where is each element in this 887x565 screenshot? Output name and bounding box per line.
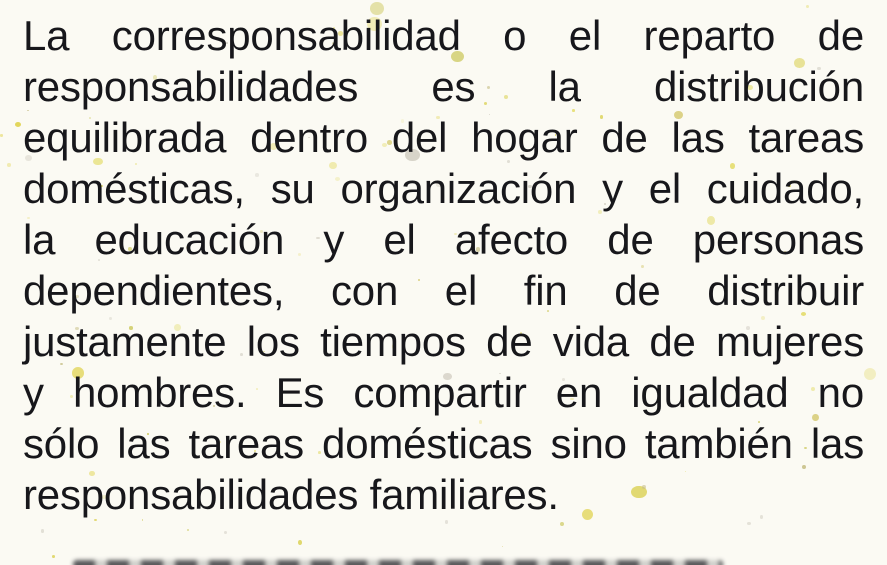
paragraph-line: dependientes, con el fin de distribuir xyxy=(23,267,864,314)
cutoff-text-band xyxy=(73,560,723,565)
paragraph-line: equilibrada dentro del hogar de las tareas xyxy=(23,114,864,161)
paragraph-line: la educación y el afecto de personas xyxy=(23,216,864,263)
paragraph-line: domésticas, su organización y el cuidado, xyxy=(23,165,864,212)
paragraph-line: y hombres. Es compartir en igualdad no xyxy=(23,369,864,416)
paragraph-line: La corresponsabilidad o el reparto de xyxy=(23,12,864,59)
paragraph-line: sólo las tareas domésticas sino también las xyxy=(23,420,864,467)
paragraph-line: responsabilidades familiares. xyxy=(23,471,559,518)
paragraph-line: justamente los tiempos de vida de mujeres xyxy=(23,318,864,365)
paragraph-line: responsabilidades es la distribución xyxy=(23,63,864,110)
